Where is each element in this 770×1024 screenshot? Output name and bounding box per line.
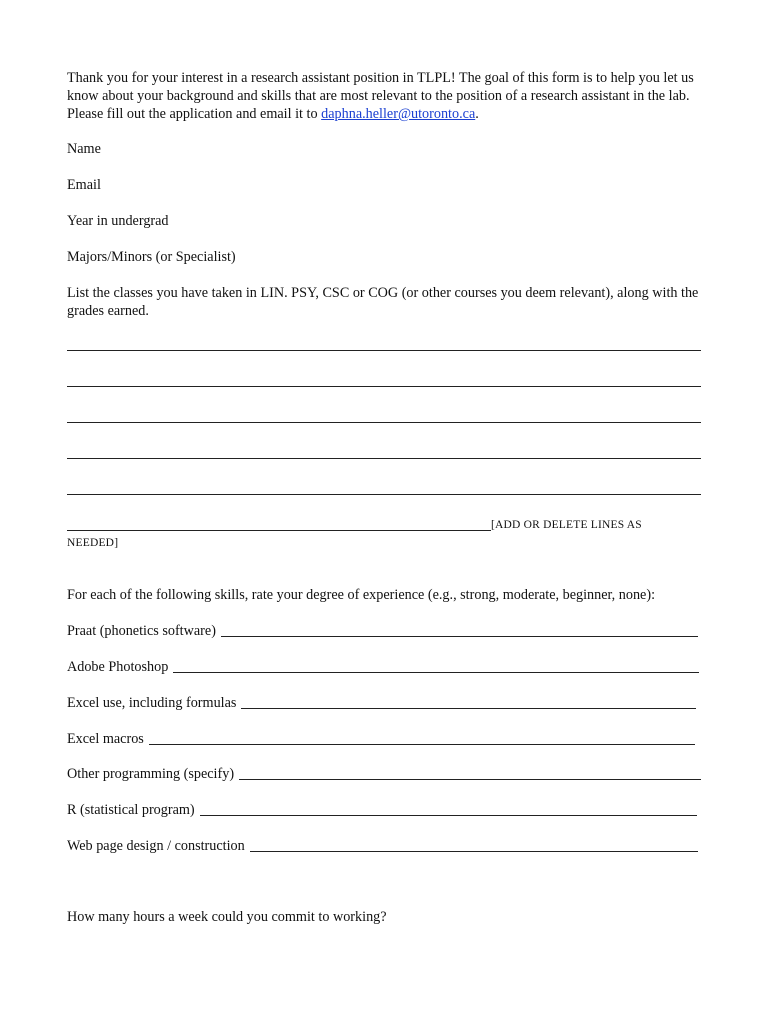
skill-label: Adobe Photoshop bbox=[67, 659, 169, 675]
class-entry-line[interactable] bbox=[67, 350, 701, 351]
skill-answer-line[interactable] bbox=[149, 744, 695, 745]
skill-row-other-programming bbox=[67, 765, 701, 783]
skill-answer-line[interactable] bbox=[241, 708, 696, 709]
intro-paragraph bbox=[67, 69, 707, 123]
skill-row-praat bbox=[67, 622, 698, 640]
class-entry-line[interactable] bbox=[67, 422, 701, 423]
skill-row-photoshop bbox=[67, 658, 699, 676]
skills-prompt: For each of the following skills, rate your degree of experience (e.g., strong, moderate, beginner, none): bbox=[67, 587, 656, 603]
skill-label: Excel macros bbox=[67, 731, 144, 747]
skill-label: Web page design / construction bbox=[67, 838, 245, 854]
class-entry-line[interactable] bbox=[67, 458, 701, 459]
skill-label: Praat (phonetics software) bbox=[67, 623, 216, 639]
skill-row-web-design bbox=[67, 837, 698, 855]
skill-row-excel-macros bbox=[67, 730, 695, 748]
skill-row-r bbox=[67, 801, 697, 819]
add-delete-lines-note: [ADD OR DELETE LINES AS bbox=[491, 519, 642, 531]
majors-label: Majors/Minors (or Specialist) bbox=[67, 249, 236, 265]
email-label: Email bbox=[67, 177, 101, 193]
class-entry-line[interactable] bbox=[67, 494, 701, 495]
skill-row-excel-formulas bbox=[67, 694, 696, 712]
skill-label: Excel use, including formulas bbox=[67, 695, 237, 711]
skill-answer-line[interactable] bbox=[239, 779, 701, 780]
year-label: Year in undergrad bbox=[67, 213, 169, 229]
class-entry-line[interactable] bbox=[67, 530, 491, 531]
class-entry-line[interactable] bbox=[67, 386, 701, 387]
intro-text: Thank you for your interest in a research assistant position in TLPL! The goal of this form is to help you let us know about your background and skills that are most relevant to the position of a research assistant in the lab. Please fill out the application and email it to bbox=[67, 70, 694, 122]
add-delete-lines-note-continued: NEEDED] bbox=[67, 537, 119, 549]
skill-answer-line[interactable] bbox=[173, 672, 699, 673]
skill-answer-line[interactable] bbox=[200, 815, 697, 816]
skill-answer-line[interactable] bbox=[221, 636, 698, 637]
skill-label: Other programming (specify) bbox=[67, 766, 235, 782]
name-label: Name bbox=[67, 141, 101, 157]
skill-label: R (statistical program) bbox=[67, 802, 195, 818]
intro-period: . bbox=[475, 106, 479, 122]
email-link[interactable]: daphna.heller@utoronto.ca bbox=[321, 106, 476, 122]
skill-answer-line[interactable] bbox=[250, 851, 698, 852]
classes-prompt: List the classes you have taken in LIN. PSY, CSC or COG (or other courses you deem relevant), along with the grades earned. bbox=[67, 285, 699, 319]
hours-question: How many hours a week could you commit to working? bbox=[67, 909, 387, 925]
